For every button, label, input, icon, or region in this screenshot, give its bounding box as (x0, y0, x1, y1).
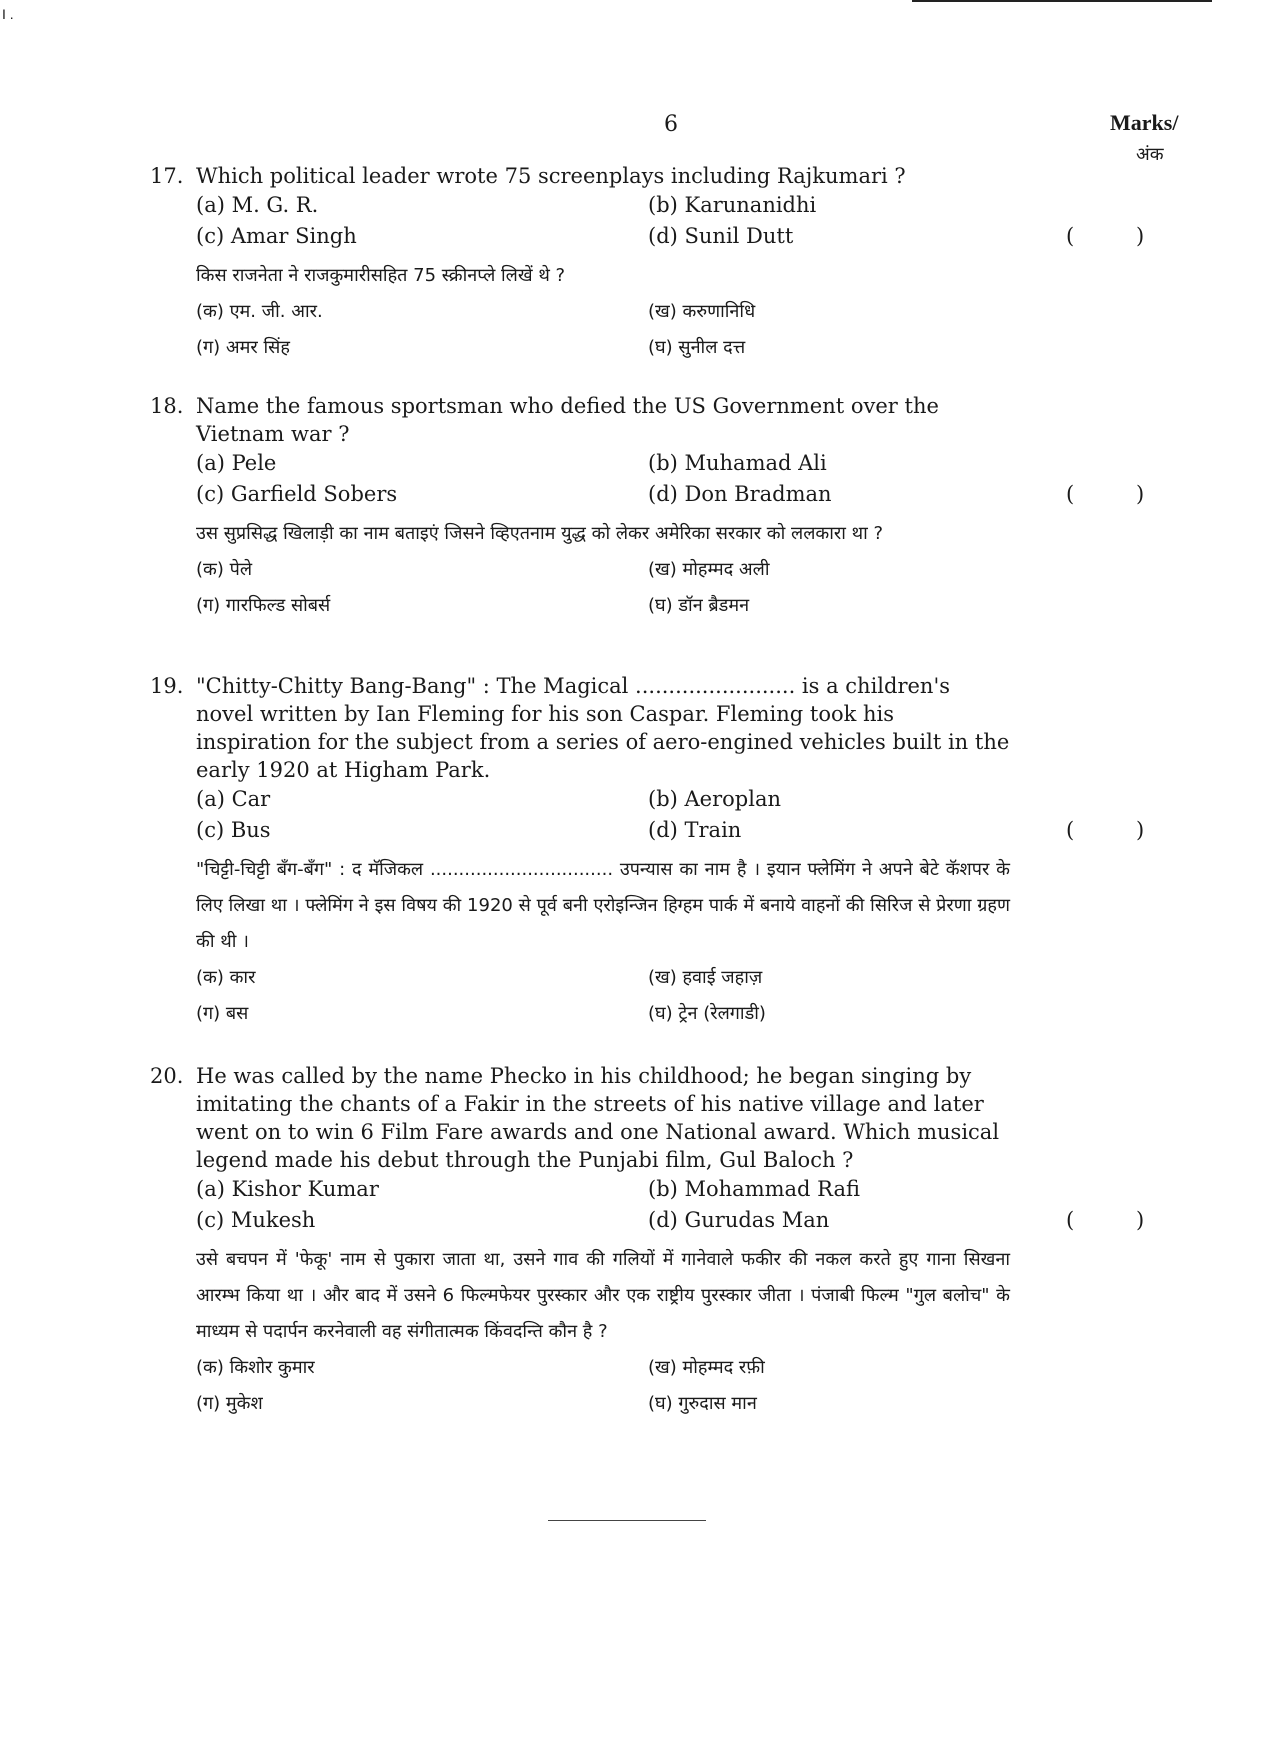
end-of-section-rule (548, 1520, 706, 1521)
option-d[interactable]: (d) Sunil Dutt (648, 224, 794, 248)
marks-column-label: Marks/ (1110, 110, 1179, 135)
option-row-hindi (196, 996, 1010, 1032)
option-row-hindi (196, 294, 1010, 330)
option-ga[interactable]: (ग) गारफिल्ड सोबर्स (196, 595, 331, 616)
answer-box-open: ( (1066, 224, 1075, 248)
question-text: Which political leader wrote 75 screenplays including Rajkumari ? (196, 164, 906, 188)
option-ka[interactable]: (क) किशोर कुमार (196, 1357, 315, 1378)
top-rule (912, 0, 1212, 2)
question-number: 18. (150, 394, 184, 418)
answer-box-open: ( (1066, 482, 1075, 506)
marks-column-label-hindi: अंक (1136, 144, 1164, 165)
option-kha[interactable]: (ख) मोहम्मद रफ़ी (648, 1357, 765, 1378)
question-text: He was called by the name Phecko in his childhood; he began singing by imitating the chants of a Fakir in the streets of his native village and later went on to win 6 Film Fare awards and one National award. Which musical legend made his debut through the Punjabi film, Gul Baloch ? (196, 1064, 1000, 1172)
answer-box-close: ) (1136, 1208, 1145, 1232)
answer-box-open: ( (1066, 1208, 1075, 1232)
option-row (196, 448, 1010, 479)
option-row-hindi (196, 1350, 1010, 1386)
option-gha[interactable]: (घ) सुनील दत्त (648, 337, 746, 358)
option-b[interactable]: (b) Karunanidhi (648, 193, 817, 217)
option-ka[interactable]: (क) कार (196, 967, 256, 988)
option-ka[interactable]: (क) एम. जी. आर. (196, 301, 323, 322)
option-ka[interactable]: (क) पेले (196, 559, 253, 580)
option-c[interactable]: (c) Amar Singh (196, 224, 357, 248)
option-gha[interactable]: (घ) गुरुदास मान (648, 1393, 757, 1414)
option-a[interactable]: (a) Kishor Kumar (196, 1177, 379, 1201)
question-text-hindi: उसे बचपन में 'फेकू' नाम से पुकारा जाता था, उसने गाव की गलियों में गानेवाले फकीर की नकल करते हुए गाना सिखना आरम्भ किया था । और बाद में उसने 6 फिल्मफेयर पुरस्कार और एक राष्ट्रीय पुरस्कार जीता । पंजाबी फिल्म "गुल बलोच" के माध्यम से पदार्पन करनेवाली वह संगीतात्मक किंवदन्ति कौन है ? (196, 1249, 1010, 1342)
option-row (196, 479, 1145, 510)
option-row-hindi (196, 960, 1010, 996)
option-c[interactable]: (c) Mukesh (196, 1208, 316, 1232)
answer-box-close: ) (1136, 224, 1145, 248)
option-ga[interactable]: (ग) मुकेश (196, 1393, 263, 1414)
option-row (196, 815, 1145, 846)
option-row (196, 190, 1010, 221)
option-kha[interactable]: (ख) करुणानिधि (648, 301, 756, 322)
option-kha[interactable]: (ख) हवाई जहाज़ (648, 967, 763, 988)
question-20 (150, 1062, 1145, 1422)
question-19 (150, 672, 1145, 1032)
option-row (196, 221, 1145, 252)
option-row (196, 1205, 1145, 1236)
option-a[interactable]: (a) M. G. R. (196, 193, 319, 217)
question-text: "Chitty-Chitty Bang-Bang" : The Magical ........................ is a children's novel written by Ian Fleming for his son Caspar. Fleming took his inspiration for the subject from a series of aero-engined vehicles built in the early 1920 at Higham Park. (196, 674, 1010, 782)
option-b[interactable]: (b) Muhamad Ali (648, 451, 827, 475)
option-kha[interactable]: (ख) मोहम्मद अली (648, 559, 770, 580)
option-c[interactable]: (c) Bus (196, 818, 271, 842)
question-number: 17. (150, 164, 184, 188)
question-text: Name the famous sportsman who defied the US Government over the Vietnam war ? (196, 394, 939, 446)
question-17 (150, 162, 1145, 366)
question-number: 20. (150, 1064, 184, 1088)
option-a[interactable]: (a) Pele (196, 451, 277, 475)
answer-box-close: ) (1136, 482, 1145, 506)
option-row (196, 1174, 1010, 1205)
option-row-hindi (196, 330, 1010, 366)
option-d[interactable]: (d) Don Bradman (648, 482, 832, 506)
option-d[interactable]: (d) Gurudas Man (648, 1208, 830, 1232)
question-text-hindi: उस सुप्रसिद्ध खिलाड़ी का नाम बताइएं जिसने व्हिएतनाम युद्ध को लेकर अमेरिका सरकार को ललकारा था ? (196, 523, 884, 544)
option-d[interactable]: (d) Train (648, 818, 742, 842)
option-gha[interactable]: (घ) ट्रेन (रेलगाडी) (648, 1003, 766, 1024)
option-gha[interactable]: (घ) डॉन ब्रैडमन (648, 595, 750, 616)
option-ga[interactable]: (ग) बस (196, 1003, 249, 1024)
question-text-hindi: "चिट्टी-चिट्टी बँग-बँग" : द मॅजिकल ................................ उपन्यास का नाम है । इयान फ्लेमिंग ने अपने बेटे कॅशपर के लिए लिखा था । फ्लेमिंग ने इस विषय की 1920 से पूर्व बनी एरोइन्जिन हिग्हम पार्क में बनाये वाहनों की सिरिज से प्रेरणा ग्रहण की थी । (196, 859, 1010, 952)
option-b[interactable]: (b) Mohammad Rafi (648, 1177, 860, 1201)
option-a[interactable]: (a) Car (196, 787, 271, 811)
option-row (196, 784, 1010, 815)
option-row-hindi (196, 552, 1010, 588)
option-b[interactable]: (b) Aeroplan (648, 787, 781, 811)
option-row-hindi (196, 1386, 1010, 1422)
margin-mark: I . (2, 6, 14, 22)
answer-box-open: ( (1066, 818, 1075, 842)
answer-box-close: ) (1136, 818, 1145, 842)
option-c[interactable]: (c) Garfield Sobers (196, 482, 398, 506)
question-18 (150, 392, 1145, 624)
question-number: 19. (150, 674, 184, 698)
option-row-hindi (196, 588, 1010, 624)
question-text-hindi: किस राजनेता ने राजकुमारीसहित 75 स्क्रीनप्ले लिखें थे ? (196, 265, 566, 286)
option-ga[interactable]: (ग) अमर सिंह (196, 337, 290, 358)
page-number: 6 (664, 112, 678, 137)
